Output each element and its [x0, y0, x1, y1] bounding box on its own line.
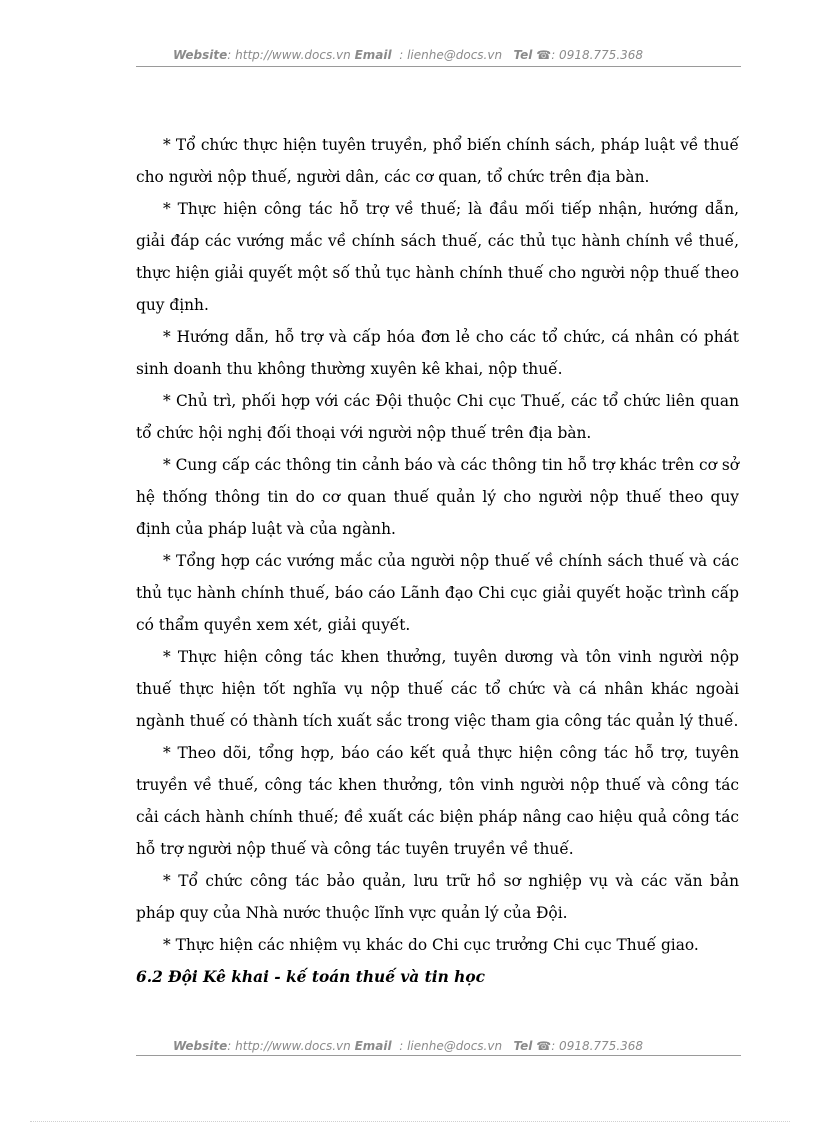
- section-heading: 6.2 Đội Kê khai - kế toán thuế và tin học: [136, 968, 485, 986]
- paragraph: * Chủ trì, phối hợp với các Đội thuộc Chi cục Thuế, các tổ chức liên quan tổ chức hội nghị đối thoại với người nộp thuế trên địa bàn.: [136, 392, 739, 442]
- footer-website-value: : http://www.docs.vn: [227, 1039, 351, 1053]
- paragraph: * Theo dõi, tổng hợp, báo cáo kết quả thực hiện công tác hỗ trợ, tuyên truyền về thuế, công tác khen thưởng, tôn vinh người nộp thuế và công tác cải cách hành chính thuế; đề xuất các biện pháp nâng cao hiệu quả công tác hỗ trợ người nộp thuế và công tác tuyên truyền về thuế.: [136, 744, 739, 858]
- paragraph: * Thực hiện công tác khen thưởng, tuyên dương và tôn vinh người nộp thuế thực hiện tốt nghĩa vụ nộp thuế các tổ chức và cá nhân khác ngoài ngành thuế có thành tích xuất sắc trong việc tham gia công tác quản lý thuế.: [136, 648, 739, 730]
- paragraph: * Cung cấp các thông tin cảnh báo và các thông tin hỗ trợ khác trên cơ sở hệ thống thông tin do cơ quan thuế quản lý cho người nộp thuế theo quy định của pháp luật và của ngành.: [136, 456, 739, 538]
- footer-divider: [136, 1055, 741, 1056]
- document-body: [136, 129, 739, 993]
- paragraph: * Tổng hợp các vướng mắc của người nộp thuế về chính sách thuế và các thủ tục hành chính thuế, báo cáo Lãnh đạo Chi cục giải quyết hoặc trình cấp có thẩm quyền xem xét, giải quyết.: [136, 552, 739, 634]
- phone-icon: ☎: [536, 1039, 552, 1053]
- header-tel-label: Tel: [513, 48, 533, 62]
- phone-icon: ☎: [536, 48, 552, 62]
- paragraph: * Thực hiện các nhiệm vụ khác do Chi cục trưởng Chi cục Thuế giao.: [163, 936, 699, 954]
- footer-email-label: Email: [354, 1039, 392, 1053]
- footer-website-label: Website: [172, 1039, 228, 1053]
- page-footer: [0, 1039, 816, 1053]
- page-header: [0, 48, 816, 62]
- footer-tel-label: Tel: [513, 1039, 533, 1053]
- paragraph: * Hướng dẫn, hỗ trợ và cấp hóa đơn lẻ cho các tổ chức, cá nhân có phát sinh doanh thu không thường xuyên kê khai, nộp thuế.: [136, 328, 739, 378]
- header-website-label: Website: [172, 48, 228, 62]
- paragraph: * Thực hiện công tác hỗ trợ về thuế; là đầu mối tiếp nhận, hướng dẫn, giải đáp các vướng mắc về chính sách thuế, các thủ tục hành chính về thuế, thực hiện giải quyết một số thủ tục hành chính thuế cho người nộp thuế theo quy định.: [136, 200, 739, 314]
- footer-tel-value: : 0918.775.368: [551, 1039, 644, 1053]
- header-divider: [136, 66, 741, 67]
- header-tel-value: : 0918.775.368: [551, 48, 644, 62]
- footer-email-value: : lienhe@docs.vn: [399, 1039, 503, 1053]
- header-email-value: : lienhe@docs.vn: [399, 48, 503, 62]
- page-edge-divider: [30, 1121, 790, 1122]
- header-email-label: Email: [354, 48, 392, 62]
- paragraph: * Tổ chức công tác bảo quản, lưu trữ hồ sơ nghiệp vụ và các văn bản pháp quy của Nhà nước thuộc lĩnh vực quản lý của Đội.: [136, 872, 739, 922]
- header-website-value: : http://www.docs.vn: [227, 48, 351, 62]
- paragraph: * Tổ chức thực hiện tuyên truyền, phổ biến chính sách, pháp luật về thuế cho người nộp thuế, người dân, các cơ quan, tổ chức trên địa bàn.: [136, 136, 739, 186]
